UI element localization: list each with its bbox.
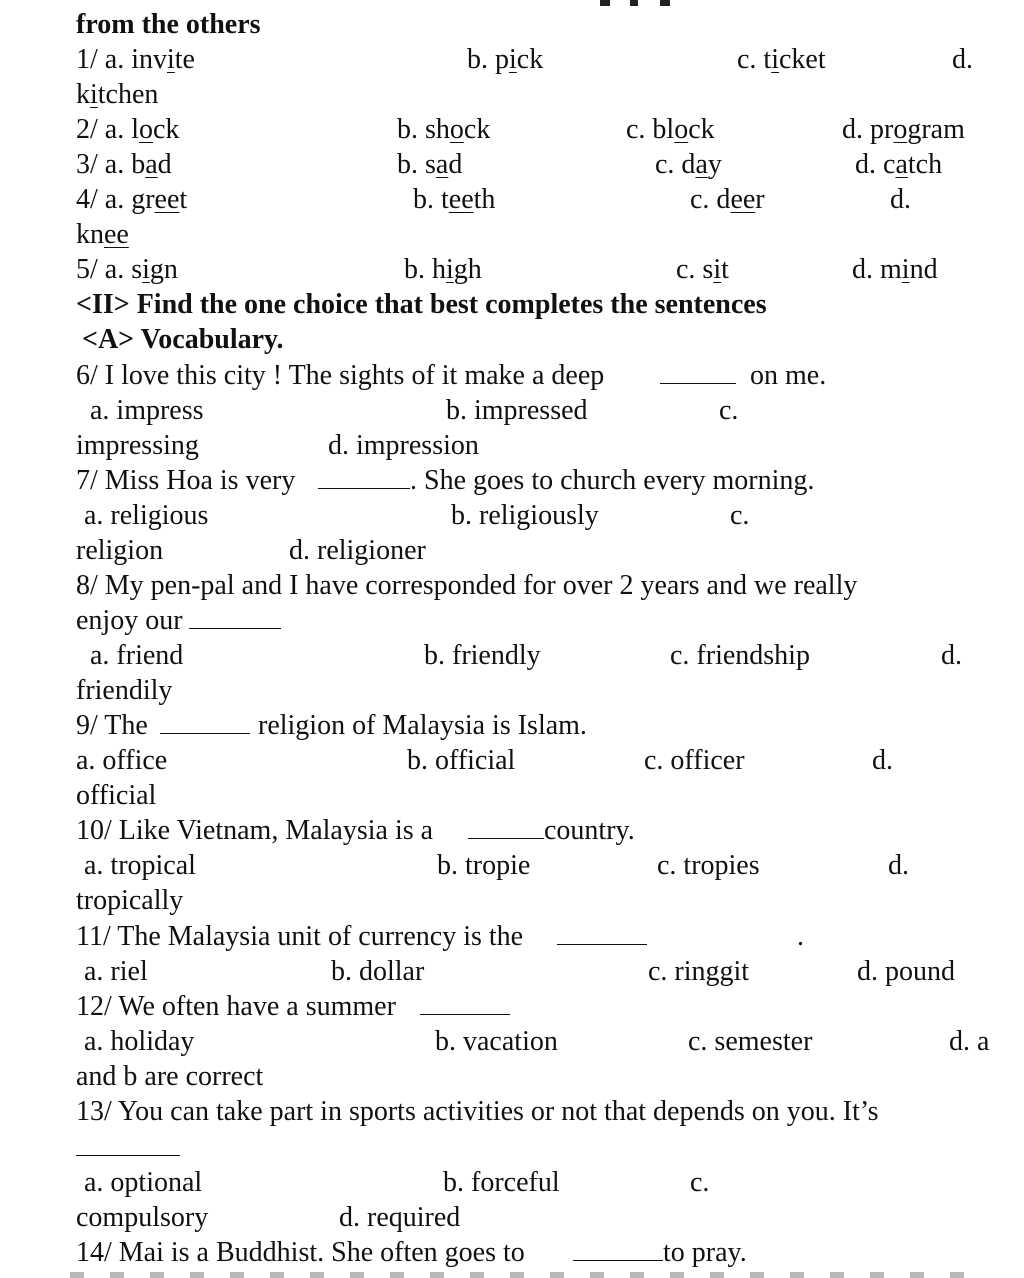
- stem-text: 9/ The: [76, 710, 148, 741]
- stem-text: 11/ The Malaysia unit of currency is the: [76, 921, 524, 952]
- option-a: 3/ a. bad: [76, 149, 172, 180]
- option-a: 4/ a. greet: [76, 184, 188, 215]
- option-d: d. program: [842, 114, 965, 145]
- option-c: c. friendship: [670, 640, 810, 671]
- option-d: d. impression: [328, 430, 479, 461]
- option-a: a. office: [76, 745, 168, 776]
- answer-blank: [660, 358, 736, 393]
- answer-blank: [420, 989, 510, 1024]
- option-c-label: c.: [690, 1167, 710, 1198]
- answer-blank: [160, 708, 250, 743]
- option-c: c. block: [626, 114, 715, 145]
- option-b: b. shock: [397, 114, 491, 145]
- option-d: d. religioner: [289, 535, 426, 566]
- option-c: c. ringgit: [648, 956, 750, 987]
- option-a: a. holiday: [84, 1026, 195, 1057]
- option-d: d. required: [339, 1202, 461, 1233]
- option-a: a. tropical: [84, 850, 196, 881]
- option-c: c. semester: [688, 1026, 813, 1057]
- option-b: b. impressed: [446, 395, 588, 426]
- answer-blank: [573, 1235, 663, 1270]
- option-a: a. impress: [90, 395, 204, 426]
- option-d: tropically: [76, 885, 184, 916]
- option-b: b. forceful: [443, 1167, 560, 1198]
- option-c-label: c.: [719, 395, 739, 426]
- cropped-text-fragment: [600, 0, 690, 6]
- option-d: d. mind: [852, 254, 938, 285]
- answer-blank: [76, 1130, 180, 1165]
- stem-text: 13/ You can take part in sports activities or not that depends on you. It’s: [76, 1096, 879, 1127]
- option-c: c. day: [655, 149, 722, 180]
- option-b: b. pick: [467, 44, 544, 75]
- stem-text-end: enjoy our: [76, 605, 183, 636]
- option-b: b. friendly: [424, 640, 541, 671]
- option-a: a. riel: [84, 956, 148, 987]
- option-d-label: d.: [888, 850, 909, 881]
- stem-text: 14/ Mai is a Buddhist. She often goes to: [76, 1237, 525, 1268]
- stem-text: 10/ Like Vietnam, Malaysia is a: [76, 815, 434, 846]
- stem-text: 6/ I love this city ! The sights of it make a deep: [76, 360, 605, 391]
- section-a-title: <A> Vocabulary.: [82, 324, 284, 355]
- option-d: and b are correct: [76, 1061, 264, 1092]
- option-d: d. pound: [857, 956, 955, 987]
- option-a: a. friend: [90, 640, 184, 671]
- answer-blank: [189, 603, 281, 638]
- stem-text-end: . She goes to church every morning.: [410, 465, 815, 496]
- option-a: a. optional: [84, 1167, 203, 1198]
- option-a: 2/ a. lock: [76, 114, 180, 145]
- answer-blank: [468, 813, 544, 848]
- option-c: c. officer: [644, 745, 745, 776]
- option-c-label: c.: [730, 500, 750, 531]
- option-c: religion: [76, 535, 164, 566]
- option-d-label: d.: [941, 640, 962, 671]
- option-c: c. deer: [690, 184, 765, 215]
- option-d-label: d.: [872, 745, 893, 776]
- option-c: compulsory: [76, 1202, 209, 1233]
- option-c: c. sit: [676, 254, 729, 285]
- option-b: b. vacation: [435, 1026, 558, 1057]
- option-b: b. tropie: [437, 850, 531, 881]
- option-d: kitchen: [76, 79, 159, 110]
- option-b: b. sad: [397, 149, 463, 180]
- option-b: b. high: [404, 254, 482, 285]
- answer-blank: [557, 919, 647, 954]
- option-d: d. catch: [855, 149, 943, 180]
- answer-blank: [318, 463, 410, 498]
- option-d-label: d. a: [949, 1026, 990, 1057]
- option-b: b. teeth: [413, 184, 496, 215]
- option-a: 1/ a. invite: [76, 44, 195, 75]
- section-ii-title: <II> Find the one choice that best completes the sentences: [76, 289, 767, 320]
- header-text: from the others: [76, 9, 261, 40]
- option-d-label: d.: [890, 184, 911, 215]
- stem-text-end: country.: [544, 815, 635, 846]
- cropped-next-line: [70, 1272, 970, 1278]
- option-b: b. religiously: [451, 500, 599, 531]
- option-a: 5/ a. sign: [76, 254, 178, 285]
- option-c: c. tropies: [657, 850, 760, 881]
- stem-text: 7/ Miss Hoa is very: [76, 465, 296, 496]
- option-c: impressing: [76, 430, 199, 461]
- option-d: knee: [76, 219, 129, 250]
- option-c: c. ticket: [737, 44, 826, 75]
- option-a: a. religious: [84, 500, 209, 531]
- stem-text-end: religion of Malaysia is Islam.: [258, 710, 587, 741]
- option-b: b. official: [407, 745, 516, 776]
- option-b: b. dollar: [331, 956, 425, 987]
- stem-text: 8/ My pen-pal and I have corresponded for over 2 years and we really: [76, 570, 858, 601]
- option-d: official: [76, 780, 157, 811]
- option-d: friendily: [76, 675, 173, 706]
- stem-text-end: on me.: [750, 360, 827, 391]
- stem-text-end: to pray.: [663, 1237, 747, 1268]
- stem-text: 12/ We often have a summer: [76, 991, 396, 1022]
- option-d-label: d.: [952, 44, 973, 75]
- stem-text-end: .: [797, 921, 804, 952]
